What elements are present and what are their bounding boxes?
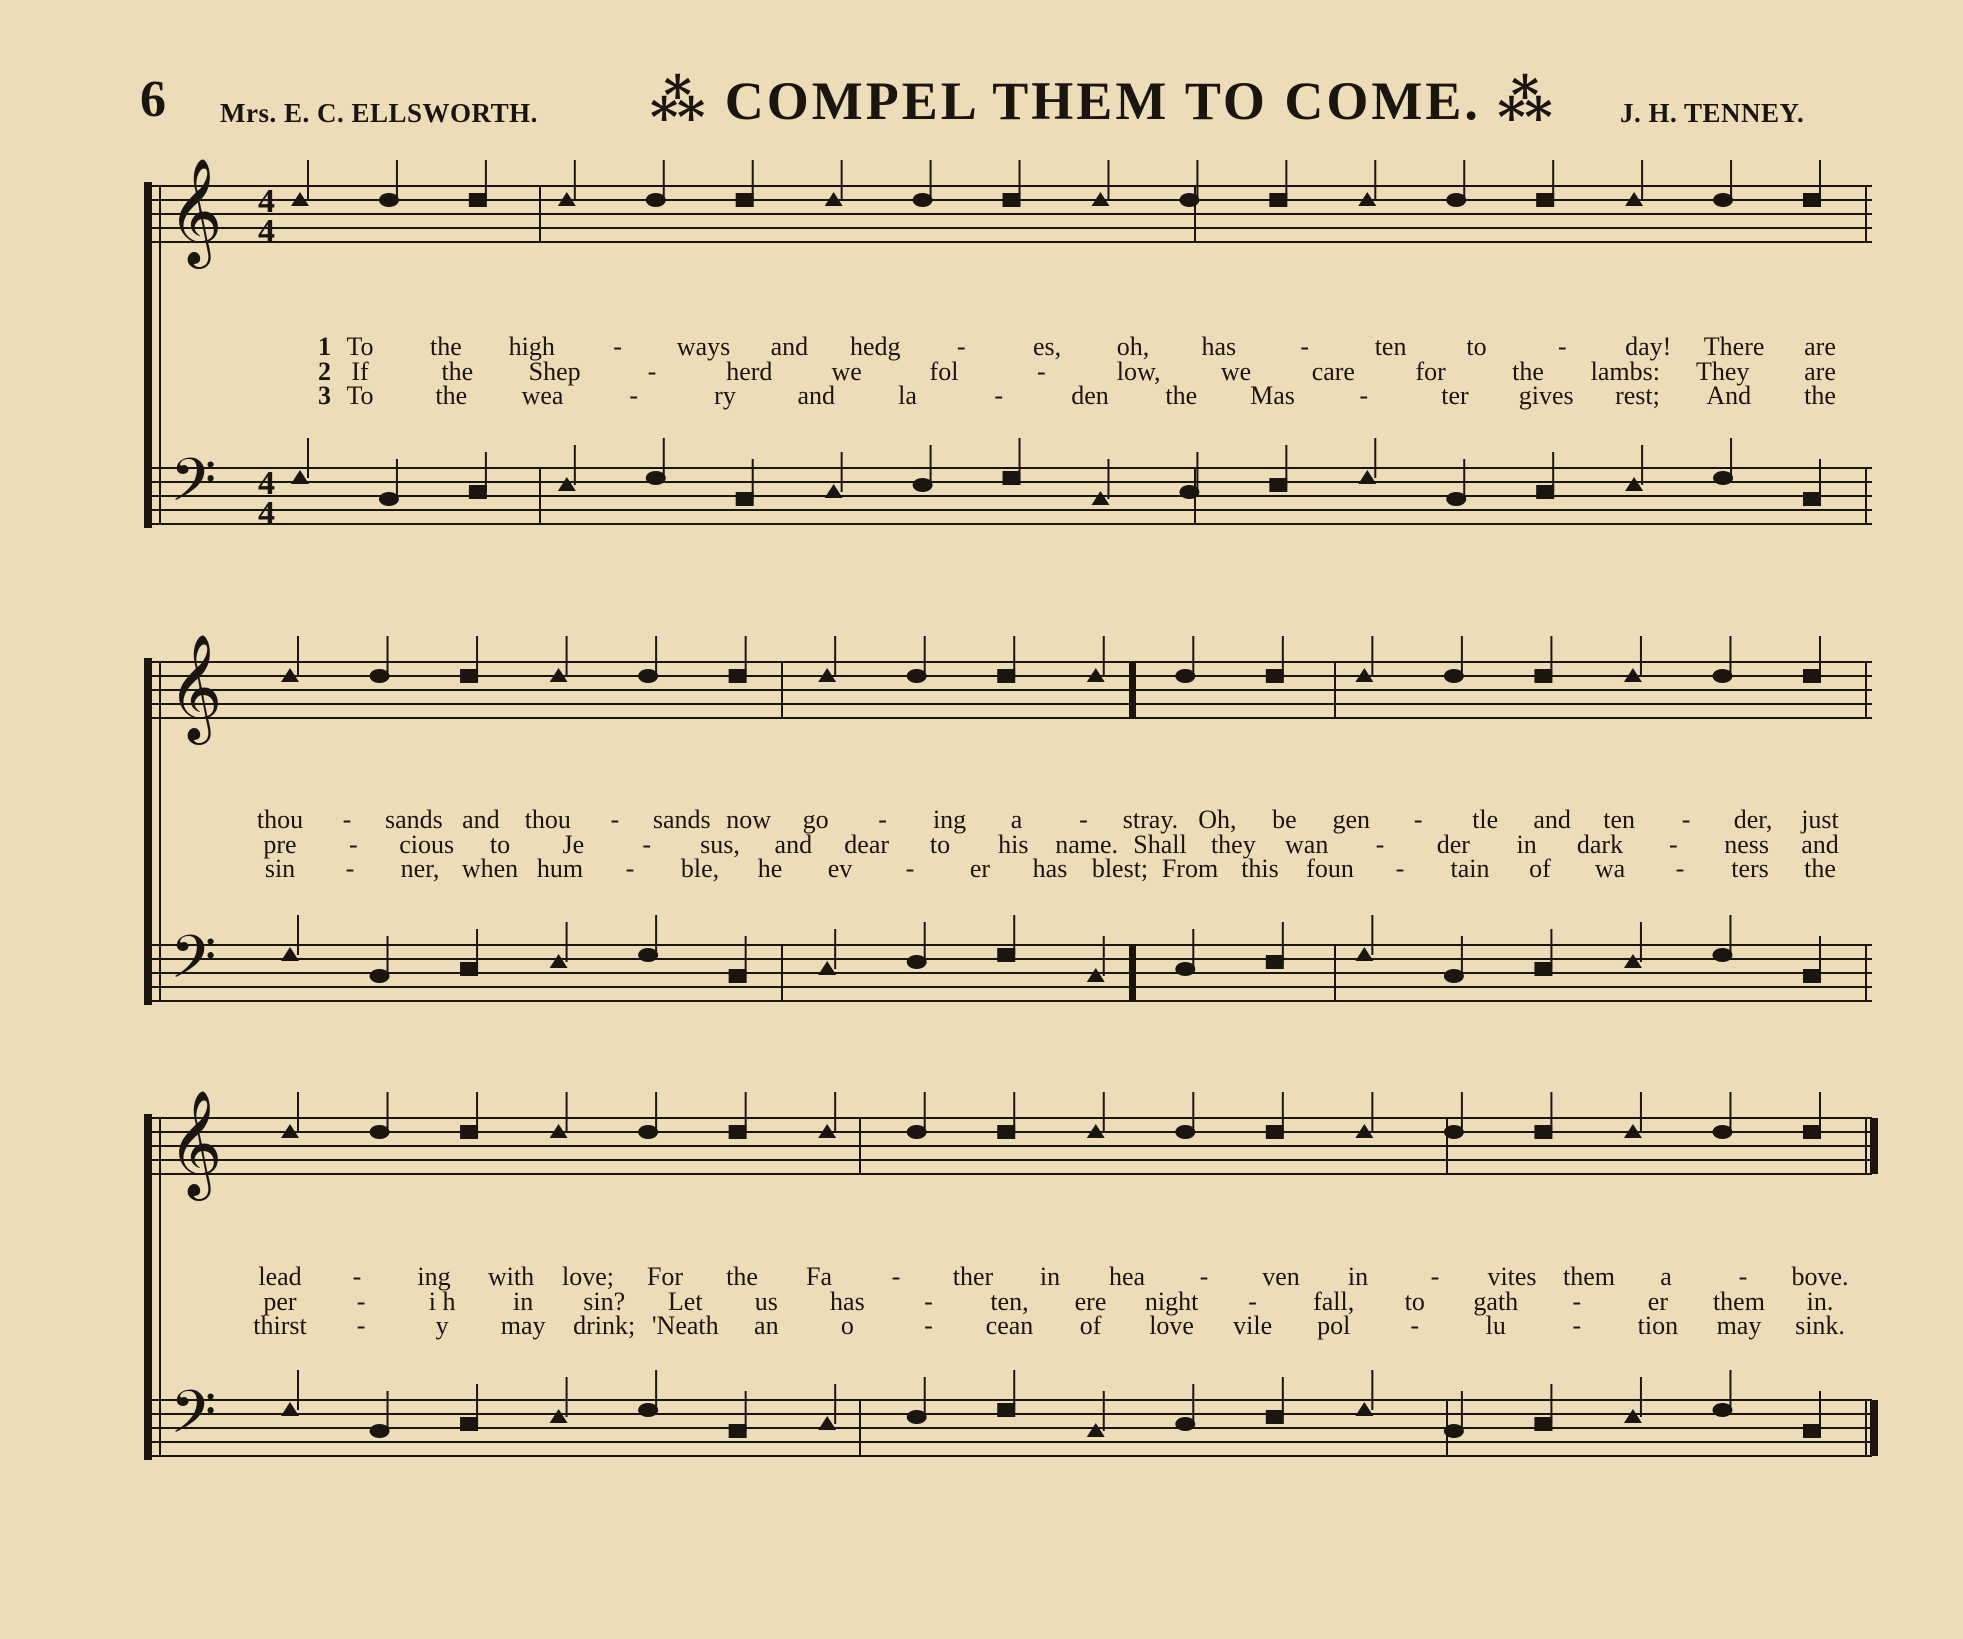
lyric-syllable: - [1248,1287,1257,1316]
composer-credit: J. H. TENNEY. [1620,98,1805,128]
treble-time-signature-denominator: 4 [258,213,275,250]
lyric-syllable: hea [1108,1262,1146,1291]
lyric-syllable: - [1359,381,1369,410]
lyric-syllable: to [929,830,951,859]
treble-note-head [1534,1125,1552,1139]
bass-note-head [1536,485,1554,499]
lyric-syllable: and [1533,805,1571,834]
lyric-syllable: now [726,805,772,834]
lyric-syllable: sin? [583,1287,626,1316]
lyric-syllable: And [1706,381,1752,410]
lyric-syllable: wan [1285,830,1329,859]
lyric-syllable: gen [1332,805,1371,834]
treble-note-head [460,1125,478,1139]
lyric-syllable: sin [264,854,296,883]
verse-number: 1 [318,332,331,361]
treble-note-head [1803,193,1821,207]
lyric-syllable: es, [1032,332,1062,361]
bass-note-head [1003,471,1021,485]
lyric-syllable: dark [1576,830,1624,859]
treble-note-head [997,669,1015,683]
treble-clef-icon: 𝄞 [168,1089,223,1196]
lyric-syllable: ev [827,854,853,883]
lyric-syllable: lu [1485,1311,1506,1340]
lyric-syllable: For [646,1262,684,1291]
lyric-syllable: he [757,854,783,883]
treble-note-head [1266,669,1284,683]
system-2 [144,633,1872,1006]
lyric-syllable: ble, [680,854,720,883]
lyric-syllable: cean [985,1311,1034,1340]
lyric-syllable: - [1675,854,1685,883]
lyric-syllable: ter [1441,381,1469,410]
lyric-syllable: may [500,1311,546,1340]
bass-note-head [550,954,568,968]
lyric-syllable: his [998,830,1029,859]
lyric-syllable: - [1413,805,1423,834]
treble-note-head [729,669,747,683]
treble-note-head [1266,1125,1284,1139]
lyric-syllable: ten, [990,1287,1029,1316]
lyric-syllable: - [642,830,652,859]
lyric-syllable: to [1404,1287,1425,1316]
treble-note-head [1003,193,1021,207]
lyric-syllable: wea [521,381,564,410]
verse-number: 3 [318,381,331,410]
lyric-syllable: Mas [1250,381,1295,410]
lyric-syllable: - [1300,332,1310,361]
lyric-syllable: ere [1074,1287,1107,1316]
lyric-syllable: Fa [806,1262,832,1291]
bass-note-head [818,1416,836,1430]
lyric-syllable: night [1144,1287,1199,1316]
lyric-syllable: gives [1518,381,1574,410]
lyric-syllable: ing [932,805,967,834]
lyric-syllable: them [1563,1262,1615,1291]
page-number: 6 [140,71,166,128]
lyric-syllable: ten [1374,332,1407,361]
treble-note-head [469,193,487,207]
lyric-syllable: sands [385,805,443,834]
lyric-syllable: in [1347,1262,1369,1291]
lyric-syllable: in. [1806,1287,1834,1316]
lyric-syllable: the [429,332,462,361]
lyric-syllable: - [1395,854,1405,883]
lyric-syllable: in [1516,830,1537,859]
lyric-syllable: - [356,1311,366,1340]
lyric-syllable: high [508,332,555,361]
bass-note-head [1803,1424,1821,1438]
treble-note-head [729,1125,747,1139]
lyric-syllable: and [774,830,813,859]
lyric-syllable: fol [929,357,959,386]
lyric-syllable: to [1466,332,1487,361]
lyric-syllable: and [1801,830,1839,859]
lyric-syllable: an [754,1311,779,1340]
bass-note-head [997,1403,1015,1417]
bass-note-head [729,1424,747,1438]
lyric-syllable: a [1660,1262,1672,1291]
lyric-syllable: with [487,1262,535,1291]
lyric-syllable: fall, [1313,1287,1355,1316]
lyric-syllable: tain [1450,854,1490,883]
lyric-syllable: be [1272,805,1297,834]
lyric-syllable: Je [562,830,585,859]
bass-note-head [550,1409,568,1423]
lyric-syllable: ways [676,332,731,361]
lyric-syllable: To [346,332,374,361]
lyric-syllable: just [1801,805,1839,834]
lyric-syllable: From [1161,854,1219,883]
lyric-syllable: der [1436,830,1470,859]
lyric-syllable: the [1165,381,1198,410]
lyric-syllable: There [1703,332,1765,361]
bass-note-head [1534,962,1552,976]
lyric-syllable: sus, [700,830,740,859]
lyric-syllable: - [1558,332,1567,361]
lyric-syllable: den [1071,381,1109,410]
lyric-syllable: them [1712,1287,1765,1316]
lyric-syllable: to [489,830,511,859]
lyric-syllable: day! [1625,332,1672,361]
shape-notes [281,636,1821,983]
hymn-title: ⁂ COMPEL THEM TO COME. ⁂ [650,71,1556,131]
bass-note-head [469,485,487,499]
lyric-syllable: la [898,381,917,410]
lyric-syllable: - [342,805,352,834]
lyric-syllable: has [1032,854,1068,883]
bass-note-head [460,1417,478,1431]
lyric-syllable: - [629,381,639,410]
bass-note-head [281,1402,299,1416]
lyric-syllable: - [647,357,657,386]
lyric-syllable: - [1375,830,1385,859]
lyric-syllable: the [1512,357,1544,386]
lyric-syllable: has [1201,332,1237,361]
lyric-syllable: cious [399,830,455,859]
lyric-syllable: they [1210,830,1256,859]
lyric-syllable: and [797,381,836,410]
lyric-syllable: der, [1733,805,1773,834]
lyric-syllable: Shep [528,357,581,386]
lyric-syllable: - [1410,1311,1420,1340]
lyric-syllable: ry [714,381,736,410]
lyric-syllable: a [1010,805,1023,834]
lyric-syllable: - [1199,1262,1209,1291]
lyric-syllable: Oh, [1198,805,1237,834]
lyric-syllable: - [348,830,358,859]
lyric-syllable: us [754,1287,778,1316]
lyric-syllable: drink; [573,1311,636,1340]
lyric-syllable: has [830,1287,865,1316]
lyric-syllable: thirst [253,1311,307,1340]
lyric-syllable: - [1572,1311,1582,1340]
treble-time-signature-numerator: 4 [258,183,275,220]
bass-note-head [825,484,843,498]
lyric-syllable: and [462,805,500,834]
lyric-syllable: er [1647,1287,1668,1316]
lyric-syllable: - [356,1287,366,1316]
lyric-syllable: love; [562,1262,614,1291]
lyric-syllable: in [513,1287,534,1316]
lyric-syllable: - [352,1262,362,1291]
lyric-syllable: ner, [400,854,440,883]
lyric-syllable: for [1415,357,1446,386]
lyric-syllable: - [891,1262,901,1291]
bass-note-head [1266,955,1284,969]
lyric-syllable: - [1036,357,1046,386]
bass-note-head [1803,492,1821,506]
lyric-syllable: lambs: [1590,357,1661,386]
bass-note-head [729,969,747,983]
system-brace [144,182,152,528]
lyric-syllable: are [1804,357,1836,386]
system-brace [144,658,152,1005]
lyric-syllable: Shall [1133,830,1187,859]
lyric-syllable: - [878,805,887,834]
bass-note-head [460,962,478,976]
lyric-syllable: the [1804,381,1836,410]
lyric-syllable: hum [536,854,584,883]
bass-clef-icon: 𝄢 [170,1377,217,1461]
lyric-syllable: They [1695,357,1750,386]
left-ornament-icon: ⁂ [650,71,725,131]
lyric-syllable: - [1079,805,1088,834]
final-bar-line [1870,1400,1878,1456]
lyric-syllable: gath [1473,1287,1519,1316]
right-ornament-icon: ⁂ [1480,71,1556,131]
system-brace [144,1114,152,1460]
bass-note-head [997,948,1015,962]
lyric-syllable: the [441,357,474,386]
lyric-syllable: - [1668,830,1678,859]
score-systems [144,157,1878,1461]
lyricist-credit: Mrs. E. C. ELLSWORTH. [220,98,538,128]
bass-note-head [1091,491,1109,505]
lyric-syllable: pol [1317,1311,1351,1340]
lyric-syllable: ven [1262,1262,1300,1291]
bass-note-head [736,492,754,506]
treble-note-head [1534,669,1552,683]
lyric-syllable: this [1241,854,1279,883]
lyric-syllable: - [1572,1287,1582,1316]
lyric-syllable: name. [1055,830,1119,859]
lyric-syllable: may [1716,1311,1762,1340]
lyric-syllable: in [1039,1262,1061,1291]
lyric-syllable: sink. [1795,1311,1845,1340]
lyric-syllable: rest; [1615,381,1660,410]
lyric-syllable: ten [1603,805,1636,834]
lyric-syllable: blest; [1091,854,1149,883]
bass-note-head [281,947,299,961]
lyric-syllable: i h [428,1287,456,1316]
lyric-syllable: the [726,1262,758,1291]
lyric-syllable: tion [1637,1311,1679,1340]
treble-note-head [997,1125,1015,1139]
lyric-syllable: we [831,357,862,386]
lyric-syllable: we [1220,357,1252,386]
lyric-syllable: vites [1487,1262,1537,1291]
treble-note-head [736,193,754,207]
lyric-syllable: stray. [1122,805,1179,834]
lyric-syllable: - [345,854,355,883]
double-bar-line [1129,662,1136,718]
lyric-syllable: sands [652,805,711,834]
lyric-syllable: when [461,854,519,883]
lyric-syllable: pre [263,830,297,859]
lyric-syllable: low, [1116,357,1161,386]
bass-note-head [291,470,309,484]
lyric-syllable: ther [952,1262,994,1291]
bass-note-head [818,961,836,975]
lyric-syllable: - [1738,1262,1748,1291]
bass-clef-icon: 𝄢 [170,445,217,529]
lyric-syllable: bove. [1791,1262,1849,1291]
lyric-syllable: - [610,805,620,834]
lyric-syllable: oh, [1116,332,1150,361]
lyric-syllable: - [924,1311,933,1340]
bass-time-signature-denominator: 4 [258,495,275,532]
treble-clef-icon: 𝄞 [168,157,223,264]
bass-note-head [1803,969,1821,983]
treble-note-head [460,669,478,683]
bass-clef-icon: 𝄢 [170,922,217,1006]
lyric-syllable: tle [1472,805,1499,834]
bass-note-head [1355,1402,1373,1416]
lyric-syllable: per [263,1287,297,1316]
double-bar-line [1129,945,1136,1001]
bass-note-head [1358,470,1376,484]
bass-note-head [1624,954,1642,968]
treble-note-head [1536,193,1554,207]
lyric-syllable: of [1529,854,1551,883]
lyric-syllable: - [625,854,635,883]
lyric-syllable: - [924,1287,933,1316]
lyric-syllable: thou [524,805,571,834]
bass-note-head [1269,478,1287,492]
bass-note-head [558,477,576,491]
lyric-syllable: herd [726,357,773,386]
lyric-syllable: ing [417,1262,451,1291]
bass-note-head [1355,947,1373,961]
lyric-syllable: - [613,332,622,361]
lyric-syllable: - [1430,1262,1440,1291]
lyric-syllable: thou [256,805,304,834]
lyric-syllable: If [351,357,369,386]
lyric-syllable: Let [667,1287,703,1316]
lyric-syllable: care [1311,357,1355,386]
lyric-syllable: are [1804,332,1836,361]
lyric-syllable: vile [1233,1311,1273,1340]
lyric-syllable: - [956,332,966,361]
lyric-syllable: hedg [850,332,901,361]
lyric-syllable: the [435,381,468,410]
system-1 [144,157,1872,532]
treble-note-head [1803,1125,1821,1139]
lyric-syllable: o [840,1311,854,1340]
bass-note-head [1624,1409,1642,1423]
lyric-syllable: 'Neath [651,1311,719,1340]
lyric-syllable: dear [844,830,890,859]
lyric-syllable: and [770,332,809,361]
bass-note-head [1087,968,1105,982]
lyric-syllable: wa [1594,854,1626,883]
bass-note-head [1625,477,1643,491]
lyric-syllable: love [1149,1311,1194,1340]
treble-clef-icon: 𝄞 [168,633,223,740]
bass-note-head [1534,1417,1552,1431]
treble-note-head [1803,669,1821,683]
lyric-syllable: er [969,854,991,883]
lyric-syllable: y [435,1311,449,1340]
lyric-syllable: go [802,805,829,834]
lyric-syllable: the [1804,854,1836,883]
final-bar-line [1870,1118,1878,1174]
lyric-syllable: - [1681,805,1691,834]
lyric-syllable: To [346,381,374,410]
lyric-syllable: ters [1731,854,1769,883]
system-3 [144,1089,1878,1461]
treble-note-head [1269,193,1287,207]
bass-note-head [1266,1410,1284,1424]
verse-number: 2 [318,357,331,386]
lyric-syllable: of [1079,1311,1102,1340]
lyric-syllable: foun [1306,854,1354,883]
bass-note-head [1087,1423,1105,1437]
lyric-syllable: ness [1724,830,1770,859]
lyric-syllable: - [905,854,915,883]
bass-time-signature-numerator: 4 [258,465,275,502]
lyric-syllable: lead [258,1262,302,1291]
lyric-syllable: - [994,381,1004,410]
